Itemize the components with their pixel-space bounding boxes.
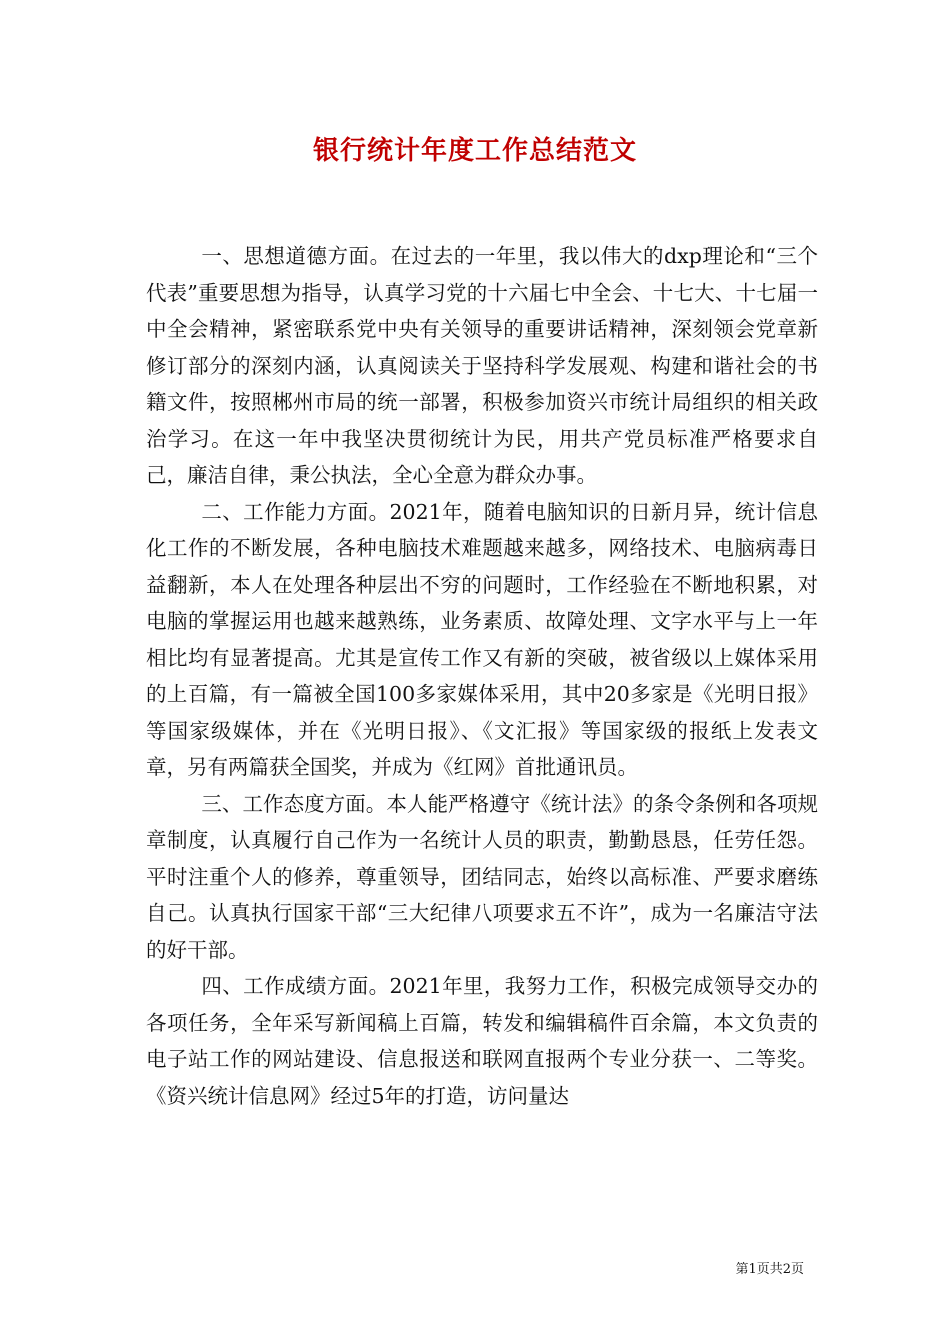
document-body	[146, 238, 818, 1114]
paragraph-achievements: 四、工作成绩方面。2021年里，我努力工作，积极完成领导交办的各项任务，全年采写新闻稿上百篇，转发和编辑稿件百余篇，本文负责的电子站工作的网站建设、信息报送和联网直报两个专业分获一、二等奖。《资兴统计信息网》经过5年的打造，访问量达	[146, 974, 818, 1108]
page-number-footer: 第1页共2页	[735, 1262, 804, 1277]
paragraph-attitude: 三、工作态度方面。本人能严格遵守《统计法》的条令条例和各项规章制度，认真履行自己作为一名统计人员的职责，勤勤恳恳，任劳任怨。平时注重个人的修养，尊重领导，团结同志，始终以高标准、严要求磨练自己。认真执行国家干部“三大纪律八项要求五不许”，成为一名廉洁守法的好干部。	[146, 791, 818, 962]
paragraph-ideology: 一、思想道德方面。在过去的一年里，我以伟大的dxp理论和“三个代表”重要思想为指导，认真学习党的十六届七中全会、十七大、十七届一中全会精神，紧密联系党中央有关领导的重要讲话精神，深刻领会党章新修订部分的深刻内涵，认真阅读关于坚持科学发展观、构建和谐社会的书籍文件，按照郴州市局的统一部署，积极参加资兴市统计局组织的相关政治学习。在这一年中我坚决贯彻统计为民，用共产党员标准严格要求自己，廉洁自律，秉公执法，全心全意为群众办事。	[146, 244, 818, 487]
paragraph-ability: 二、工作能力方面。2021年，随着电脑知识的日新月异，统计信息化工作的不断发展，各种电脑技术难题越来越多，网络技术、电脑病毒日益翻新，本人在处理各种层出不穷的问题时，工作经验在不断地积累，对电脑的掌握运用也越来越熟练，业务素质、故障处理、文字水平与上一年相比均有显著提高。尤其是宣传工作又有新的突破，被省级以上媒体采用的上百篇，有一篇被全国100多家媒体采用，其中20多家是《光明日报》等国家级媒体，并在《光明日报》、《文汇报》等国家级的报纸上发表文章，另有两篇获全国奖，并成为《红网》首批通讯员。	[146, 499, 818, 779]
document-title: 银行统计年度工作总结范文	[312, 136, 637, 166]
